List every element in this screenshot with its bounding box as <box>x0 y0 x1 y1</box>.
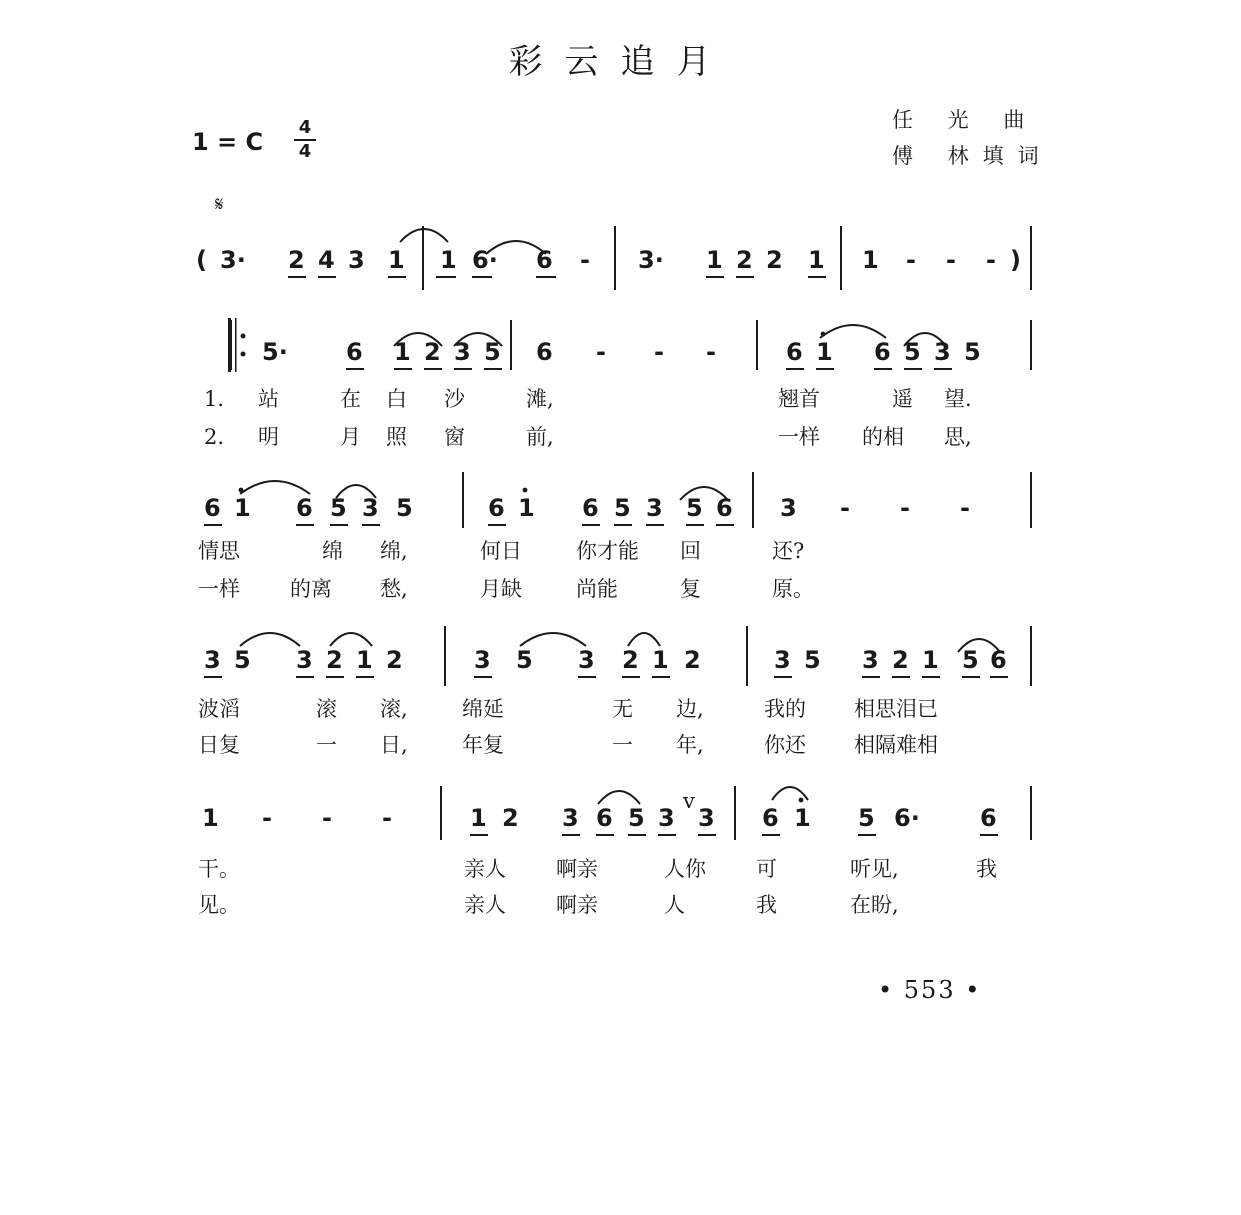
note: 1 <box>816 338 833 366</box>
lyric-word: 原。 <box>772 577 814 601</box>
lyric-word: 亲人 <box>464 857 506 881</box>
lyric-word: 亲人 <box>464 893 506 917</box>
note: 5 <box>858 804 875 832</box>
note: - <box>596 338 606 366</box>
bar-line <box>462 472 464 528</box>
bar-line <box>1030 320 1032 370</box>
lyric-word: 啊亲 <box>556 893 598 917</box>
composer-credit: 任 光 曲 <box>892 108 1039 132</box>
note: 3 <box>658 804 675 832</box>
eighth-underline <box>474 676 492 678</box>
bar-line <box>1030 626 1032 686</box>
note: 1 <box>234 494 251 522</box>
note: 3 <box>474 646 491 674</box>
note: 1 <box>356 646 373 674</box>
note: - <box>322 804 332 832</box>
time-signature-top: 4 <box>298 117 312 138</box>
note: - <box>840 494 850 522</box>
lyric-word: 一 <box>612 733 633 757</box>
lyric-word: 1. <box>204 387 225 411</box>
lyric-word: 月缺 <box>480 577 522 601</box>
bar-line <box>444 626 446 686</box>
note: 1 <box>706 246 723 274</box>
lyric-word: 绵, <box>380 539 408 563</box>
note: 5 <box>516 646 533 674</box>
eighth-underline <box>786 368 804 370</box>
high-octave-dot <box>799 798 804 803</box>
note: 5 <box>628 804 645 832</box>
note: 1 <box>388 246 405 274</box>
note: 2 <box>424 338 441 366</box>
note: 6 <box>990 646 1007 674</box>
repeat-dot <box>241 334 246 339</box>
bar-line <box>1030 786 1032 840</box>
eighth-underline <box>582 524 600 526</box>
note: 5 <box>234 646 251 674</box>
repeat-thick-bar <box>228 318 231 372</box>
eighth-underline <box>808 276 826 278</box>
slur-arc <box>598 791 640 804</box>
note: 3 <box>774 646 791 674</box>
note: 2 <box>502 804 519 832</box>
bar-line <box>752 472 754 528</box>
eighth-underline <box>922 676 940 678</box>
eighth-underline <box>204 676 222 678</box>
note: 1 <box>652 646 669 674</box>
lyric-word: 干。 <box>198 857 240 881</box>
eighth-underline <box>962 676 980 678</box>
lyric-word: 年复 <box>462 733 504 757</box>
note: 6· <box>894 804 920 832</box>
lyric-word: 相思泪已 <box>854 697 938 721</box>
note: 3 <box>562 804 579 832</box>
eighth-underline <box>874 368 892 370</box>
note: 1 <box>202 804 219 832</box>
lyric-word: 你才能 <box>576 539 639 563</box>
lyric-word: 思, <box>944 425 972 449</box>
note: 6 <box>204 494 221 522</box>
lyric-word: 无 <box>612 697 633 721</box>
page-number: • 553 • <box>878 976 982 1004</box>
note: 1 <box>470 804 487 832</box>
lyric-word: 滚 <box>316 697 337 721</box>
note: 6 <box>536 246 553 274</box>
lyric-word: 波滔 <box>198 697 240 721</box>
eighth-underline <box>562 834 580 836</box>
note: 6 <box>296 494 313 522</box>
eighth-underline <box>686 524 704 526</box>
lyric-word: 在 <box>340 387 361 411</box>
lyric-word: 我的 <box>764 697 806 721</box>
lyric-word: 沙 <box>444 387 465 411</box>
lyric-word: 日, <box>380 733 408 757</box>
eighth-underline <box>318 276 336 278</box>
note: 3 <box>348 246 365 274</box>
eighth-underline <box>484 368 502 370</box>
lyric-word: 你还 <box>764 733 806 757</box>
slur-arc <box>330 633 372 646</box>
lyric-word: 在盼, <box>850 893 899 917</box>
note: 6 <box>346 338 363 366</box>
eighth-underline <box>346 368 364 370</box>
note: 6 <box>536 338 553 366</box>
note: 3· <box>638 246 664 274</box>
time-signature-bottom: 4 <box>298 141 312 162</box>
lyric-word: 年, <box>676 733 704 757</box>
eighth-underline <box>698 834 716 836</box>
lyric-word: 照 <box>386 425 407 449</box>
note: 3 <box>698 804 715 832</box>
bar-line <box>746 626 748 686</box>
note: 2 <box>736 246 753 274</box>
eighth-underline <box>858 834 876 836</box>
lyric-word: 2. <box>204 425 225 449</box>
eighth-underline <box>578 676 596 678</box>
eighth-underline <box>362 524 380 526</box>
note: 3 <box>862 646 879 674</box>
eighth-underline <box>904 368 922 370</box>
key-signature: 1 = C <box>192 128 264 156</box>
lyric-word: 一样 <box>198 577 240 601</box>
eighth-underline <box>596 834 614 836</box>
eighth-underline <box>436 276 456 278</box>
note: - <box>706 338 716 366</box>
lyric-word: 听见, <box>850 857 899 881</box>
note: 6 <box>786 338 803 366</box>
lyric-word: 日复 <box>198 733 240 757</box>
bar-line <box>840 226 842 290</box>
lyric-word: 的离 <box>290 577 332 601</box>
note: 4 <box>318 246 335 274</box>
eighth-underline <box>774 676 792 678</box>
lyric-word: 回 <box>680 539 701 563</box>
eighth-underline <box>628 834 646 836</box>
slur-arc <box>240 481 310 494</box>
page-title: 彩云追月 <box>508 42 733 82</box>
eighth-underline <box>424 368 442 370</box>
note: 5 <box>964 338 981 366</box>
note: 5 <box>396 494 413 522</box>
note: 3 <box>578 646 595 674</box>
eighth-underline <box>706 276 724 278</box>
lyric-word: 望. <box>944 387 972 411</box>
eighth-underline <box>762 834 780 836</box>
eighth-underline <box>472 276 492 278</box>
note: 6 <box>980 804 997 832</box>
lyric-word: 绵 <box>322 539 343 563</box>
note: 3 <box>362 494 379 522</box>
lyric-word: 尚能 <box>576 577 618 601</box>
eighth-underline <box>646 524 664 526</box>
note: 1 <box>922 646 939 674</box>
eighth-underline <box>356 676 374 678</box>
slur-arc <box>240 633 300 646</box>
eighth-underline <box>296 676 314 678</box>
lyric-word: 相隔难相 <box>854 733 938 757</box>
note: - <box>262 804 272 832</box>
note: 1 <box>518 494 535 522</box>
note: - <box>382 804 392 832</box>
note: 5 <box>904 338 921 366</box>
note: 3 <box>204 646 221 674</box>
bar-line <box>756 320 758 370</box>
eighth-underline <box>470 834 488 836</box>
lyric-word: 滚, <box>380 697 408 721</box>
note: 5· <box>262 338 288 366</box>
note: 2 <box>892 646 909 674</box>
eighth-underline <box>388 276 406 278</box>
note: 5 <box>614 494 631 522</box>
note: - <box>946 246 956 274</box>
slur-arc <box>520 633 586 646</box>
lyric-word: 情思 <box>198 539 240 563</box>
repeat-dot <box>241 352 246 357</box>
slur-arc <box>628 633 660 646</box>
eighth-underline <box>980 834 998 836</box>
note: 6· <box>472 246 498 274</box>
eighth-underline <box>296 524 314 526</box>
note: ( <box>196 246 207 274</box>
lyricist-credit: 傅 林填词 <box>892 144 1053 168</box>
lyric-word: 复 <box>680 577 701 601</box>
note: 1 <box>440 246 457 274</box>
eighth-underline <box>330 524 348 526</box>
lyric-word: 见。 <box>198 893 240 917</box>
eighth-underline <box>614 524 632 526</box>
note: - <box>654 338 664 366</box>
lyric-word: 啊亲 <box>556 857 598 881</box>
lyric-word: 还? <box>772 539 805 563</box>
eighth-underline <box>394 368 412 370</box>
eighth-underline <box>716 524 734 526</box>
lyric-word: 月 <box>340 425 361 449</box>
lyric-word: 翘首 <box>778 387 820 411</box>
eighth-underline <box>892 676 910 678</box>
bar-line <box>422 226 424 290</box>
note: 1 <box>794 804 811 832</box>
note: - <box>900 494 910 522</box>
repeat-thin-bar <box>235 318 237 372</box>
lyric-word: 可 <box>756 857 777 881</box>
note: 6 <box>762 804 779 832</box>
eighth-underline <box>862 676 880 678</box>
lyric-word: 遥 <box>892 387 913 411</box>
bar-line <box>734 786 736 840</box>
lyric-word: 我 <box>976 857 997 881</box>
eighth-underline <box>454 368 472 370</box>
lyric-word: 前, <box>526 425 554 449</box>
note: 6 <box>596 804 613 832</box>
eighth-underline <box>934 368 952 370</box>
note: 1 <box>394 338 411 366</box>
lyric-word: 愁, <box>380 577 408 601</box>
bar-line <box>440 786 442 840</box>
note: 2 <box>622 646 639 674</box>
high-octave-dot <box>523 488 528 493</box>
note: 3 <box>780 494 797 522</box>
eighth-underline <box>622 676 640 678</box>
eighth-underline <box>658 834 676 836</box>
lyric-word: 我 <box>756 893 777 917</box>
note: 5 <box>962 646 979 674</box>
eighth-underline <box>990 676 1008 678</box>
note: 2 <box>288 246 305 274</box>
note: 2 <box>326 646 343 674</box>
note: 5 <box>484 338 501 366</box>
bar-line <box>1030 226 1032 290</box>
note: 2 <box>386 646 403 674</box>
lyric-word: 一样 <box>778 425 820 449</box>
note: 3 <box>454 338 471 366</box>
lyric-word: 滩, <box>526 387 554 411</box>
note: 5 <box>804 646 821 674</box>
note: 1 <box>808 246 825 274</box>
lyric-word: 人 <box>664 893 685 917</box>
lyric-word: 一 <box>316 733 337 757</box>
eighth-underline <box>536 276 556 278</box>
note: 1 <box>862 246 879 274</box>
note: 3 <box>934 338 951 366</box>
lyric-word: 明 <box>258 425 279 449</box>
lyric-word: 何日 <box>480 539 522 563</box>
note: 3 <box>296 646 313 674</box>
note: - <box>580 246 590 274</box>
lyric-word: 的相 <box>862 425 904 449</box>
slur-arc <box>772 787 808 800</box>
eighth-underline <box>288 276 306 278</box>
note: 5 <box>330 494 347 522</box>
eighth-underline <box>652 676 670 678</box>
segno-icon: 𝄋 <box>215 192 224 216</box>
bar-line <box>510 320 512 370</box>
eighth-underline <box>326 676 344 678</box>
eighth-underline <box>736 276 754 278</box>
note: 3 <box>646 494 663 522</box>
note: 5 <box>686 494 703 522</box>
lyric-word: 边, <box>676 697 704 721</box>
note: 6 <box>488 494 505 522</box>
note: 3· <box>220 246 246 274</box>
note: 2 <box>684 646 701 674</box>
note: ) <box>1010 246 1021 274</box>
lyric-word: 站 <box>258 387 279 411</box>
eighth-underline <box>204 524 222 526</box>
bar-line <box>614 226 616 290</box>
note: 6 <box>716 494 733 522</box>
breath-mark-icon: v <box>683 789 695 813</box>
note: - <box>906 246 916 274</box>
eighth-underline <box>816 368 834 370</box>
lyric-word: 人你 <box>664 857 706 881</box>
note: 2 <box>766 246 783 274</box>
note: 6 <box>874 338 891 366</box>
lyric-word: 白 <box>386 387 407 411</box>
lyric-word: 窗 <box>444 425 465 449</box>
note: - <box>986 246 996 274</box>
note: 6 <box>582 494 599 522</box>
note: - <box>960 494 970 522</box>
slur-arc <box>820 325 886 338</box>
bar-line <box>1030 472 1032 528</box>
lyric-word: 绵延 <box>462 697 504 721</box>
eighth-underline <box>488 524 506 526</box>
